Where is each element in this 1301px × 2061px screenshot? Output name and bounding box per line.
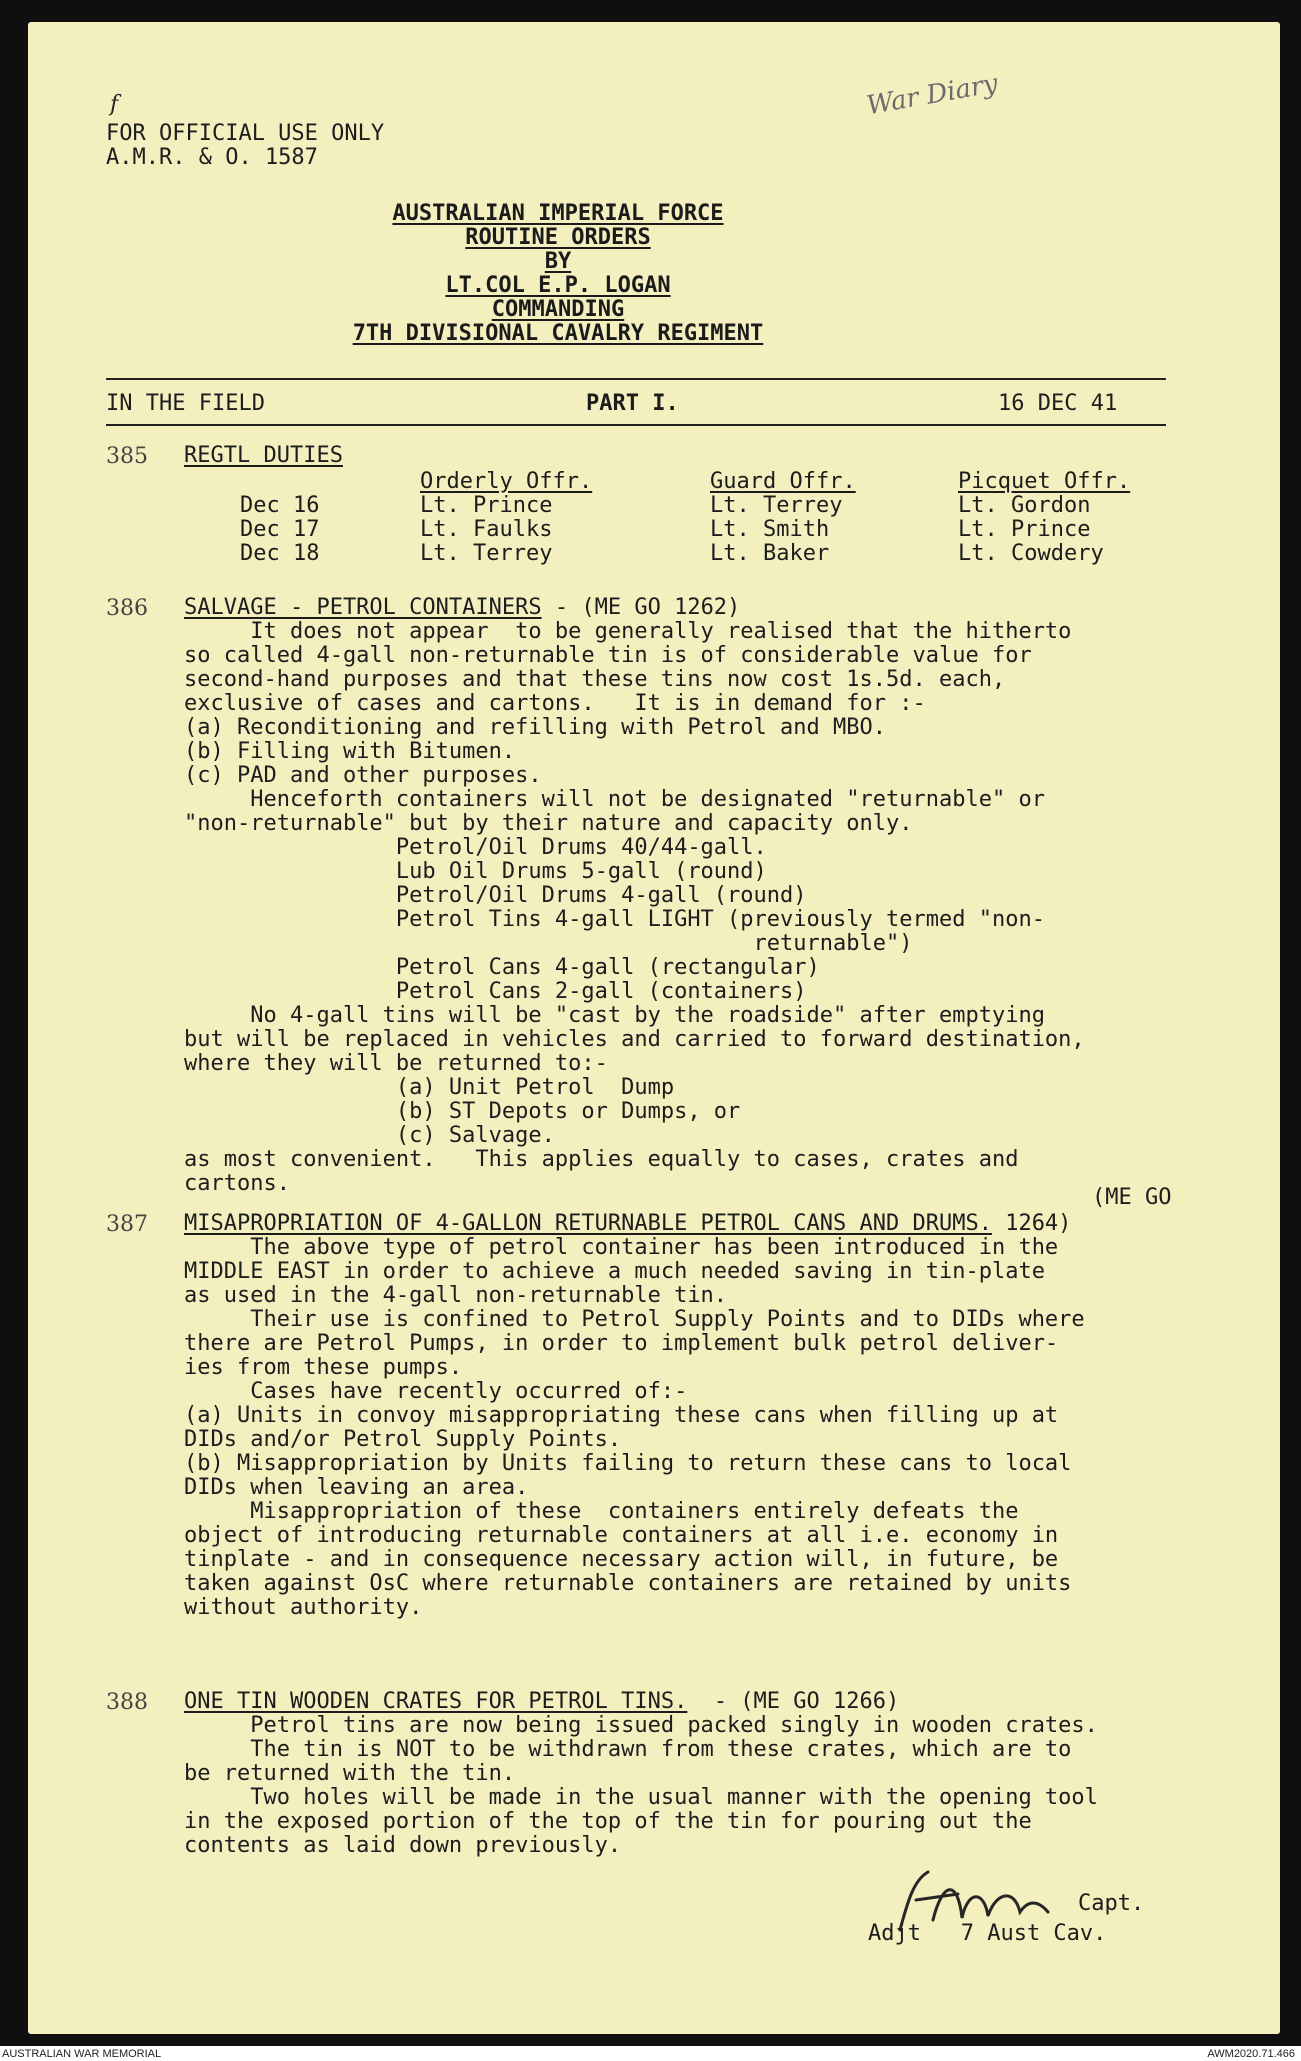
order386-heading: SALVAGE - PETROL CONTAINERS — [184, 595, 542, 620]
body-line: as most convenient. This applies equally to cases, crates and — [184, 1147, 1019, 1172]
order386-heading-line — [184, 596, 740, 620]
body-line: (a) Reconditioning and refilling with Petrol and MBO. — [184, 715, 886, 740]
header-rule — [106, 424, 1166, 426]
body-line: "non-returnable" but by their nature and capacity only. — [184, 811, 913, 836]
body-line: so called 4-gall non-returnable tin is of considerable value for — [184, 643, 1032, 668]
body-line: without authority. — [184, 1595, 423, 1620]
body-line: second-hand purposes and that these tins now cost 1s.5d. each, — [184, 667, 1006, 692]
duties-col-guard: Guard Offr. — [710, 469, 856, 494]
body-line: Petrol/Oil Drums 40/44-gall. — [184, 835, 767, 860]
order-number-388: 388 — [106, 1690, 148, 1715]
duty-picquet: Lt. Gordon — [958, 493, 1091, 518]
body-line: Lub Oil Drums 5-gall (round) — [184, 859, 767, 884]
body-line: It does not appear to be generally realised that the hitherto — [184, 619, 1072, 644]
body-line: tinplate - and in consequence necessary action will, in future, be — [184, 1547, 1059, 1572]
body-line: DIDs and/or Petrol Supply Points. — [184, 1427, 622, 1452]
body-line: (a) Unit Petrol Dump — [184, 1075, 675, 1100]
duties-heading: REGTL DUTIES — [184, 443, 343, 468]
classification-label: FOR OFFICIAL USE ONLY — [106, 121, 385, 146]
body-line: taken against OsC where returnable containers are retained by units — [184, 1571, 1072, 1596]
title-line-4: LT.COL E.P. LOGAN — [445, 273, 671, 298]
duty-guard: Lt. Terrey — [710, 493, 843, 518]
body-line: where they will be returned to:- — [184, 1051, 608, 1076]
signature-rank: Capt. — [1078, 1891, 1145, 1916]
order386-ref: - (ME GO 1262) — [541, 595, 741, 620]
part-label: PART I. — [586, 391, 679, 416]
title-line-1: AUSTRALIAN IMPERIAL FORCE — [392, 201, 724, 226]
order388-ref: - (ME GO 1266) — [687, 1689, 900, 1714]
order387-heading-line — [184, 1212, 1071, 1236]
signature-appointment: Adjt 7 Aust Cav. — [868, 1921, 1107, 1946]
order-number-387: 387 — [106, 1212, 148, 1237]
duty-orderly: Lt. Prince — [420, 493, 553, 518]
duty-orderly: Lt. Faulks — [420, 517, 553, 542]
duties-col-picquet: Picquet Offr. — [958, 469, 1131, 494]
body-line: DIDs when leaving an area. — [184, 1475, 529, 1500]
document-page — [28, 22, 1280, 2034]
body-line: (c) Salvage. — [184, 1123, 555, 1148]
order388-heading-line — [184, 1690, 899, 1714]
top-rule — [106, 378, 1166, 380]
issue-date: 16 DEC 41 — [998, 391, 1118, 416]
body-line: in the exposed portion of the top of the tin for pouring out the — [184, 1809, 1032, 1834]
duty-picquet: Lt. Prince — [958, 517, 1091, 542]
body-line: Cases have recently occurred of:- — [184, 1379, 688, 1404]
body-line: contents as laid down previously. — [184, 1833, 622, 1858]
footer-reference: AWM2020.71.466 — [1207, 2048, 1295, 2060]
duties-col-orderly: Orderly Offr. — [420, 469, 593, 494]
body-line: Petrol/Oil Drums 4-gall (round) — [184, 883, 807, 908]
title-block — [318, 202, 798, 346]
title-line-3: BY — [544, 249, 572, 274]
duty-picquet: Lt. Cowdery — [958, 541, 1104, 566]
body-line: be returned with the tin. — [184, 1761, 516, 1786]
title-line-2: ROUTINE ORDERS — [465, 225, 651, 250]
duty-date: Dec 17 — [240, 517, 320, 542]
order387-ref-end: 1264) — [991, 1211, 1072, 1236]
title-line-6: 7TH DIVISIONAL CAVALRY REGIMENT — [352, 321, 764, 346]
order-reference: A.M.R. & O. 1587 — [106, 145, 318, 170]
order387-ref-top: (ME GO — [1092, 1185, 1172, 1210]
body-line: The tin is NOT to be withdrawn from these crates, which are to — [184, 1737, 1072, 1762]
order-number-386: 386 — [106, 596, 148, 621]
body-line: cartons. — [184, 1171, 290, 1196]
order-number-385: 385 — [106, 444, 148, 469]
body-line: object of introducing returnable containers at all i.e. economy in — [184, 1523, 1059, 1548]
duty-guard: Lt. Smith — [710, 517, 830, 542]
duty-orderly: Lt. Terrey — [420, 541, 553, 566]
body-line: (a) Units in convoy misappropriating these cans when filling up at — [184, 1403, 1059, 1428]
duty-date: Dec 18 — [240, 541, 320, 566]
body-line: ies from these pumps. — [184, 1355, 463, 1380]
war-diary-note: War Diary — [864, 68, 1001, 122]
footer-institution: AUSTRALIAN WAR MEMORIAL — [2, 2048, 162, 2060]
body-line: Petrol tins are now being issued packed singly in wooden crates. — [184, 1713, 1098, 1738]
title-line-5: COMMANDING — [491, 297, 625, 322]
body-line: there are Petrol Pumps, in order to implement bulk petrol deliver- — [184, 1331, 1059, 1356]
body-line: (c) PAD and other purposes. — [184, 763, 542, 788]
location: IN THE FIELD — [106, 391, 265, 416]
body-line: (b) Misappropriation by Units failing to return these cans to local — [184, 1451, 1072, 1476]
body-line: but will be replaced in vehicles and carried to forward destination, — [184, 1027, 1085, 1052]
body-line: Their use is confined to Petrol Supply Points and to DIDs where — [184, 1307, 1085, 1332]
body-line: MIDDLE EAST in order to achieve a much needed saving in tin-plate — [184, 1259, 1045, 1284]
body-line: exclusive of cases and cartons. It is in demand for :- — [184, 691, 926, 716]
body-line: The above type of petrol container has been introduced in the — [184, 1235, 1059, 1260]
body-line: Two holes will be made in the usual manner with the opening tool — [184, 1785, 1098, 1810]
corner-mark: f — [110, 92, 119, 117]
body-line: No 4-gall tins will be "cast by the roadside" after emptying — [184, 1003, 1045, 1028]
duty-date: Dec 16 — [240, 493, 320, 518]
body-line: (b) Filling with Bitumen. — [184, 739, 516, 764]
body-line: Petrol Cans 2-gall (containers) — [184, 979, 807, 1004]
body-line: Petrol Tins 4-gall LIGHT (previously termed "non- — [184, 907, 1045, 932]
duty-guard: Lt. Baker — [710, 541, 830, 566]
body-line: returnable") — [184, 931, 913, 956]
body-line: Misappropriation of these containers entirely defeats the — [184, 1499, 1019, 1524]
body-line: as used in the 4-gall non-returnable tin. — [184, 1283, 728, 1308]
order388-heading: ONE TIN WOODEN CRATES FOR PETROL TINS. — [184, 1689, 688, 1714]
body-line: Henceforth containers will not be designated "returnable" or — [184, 787, 1045, 812]
body-line: Petrol Cans 4-gall (rectangular) — [184, 955, 820, 980]
order387-heading: MISAPROPRIATION OF 4-GALLON RETURNABLE PETROL CANS AND DRUMS. — [184, 1211, 992, 1236]
body-line: (b) ST Depots or Dumps, or — [184, 1099, 741, 1124]
